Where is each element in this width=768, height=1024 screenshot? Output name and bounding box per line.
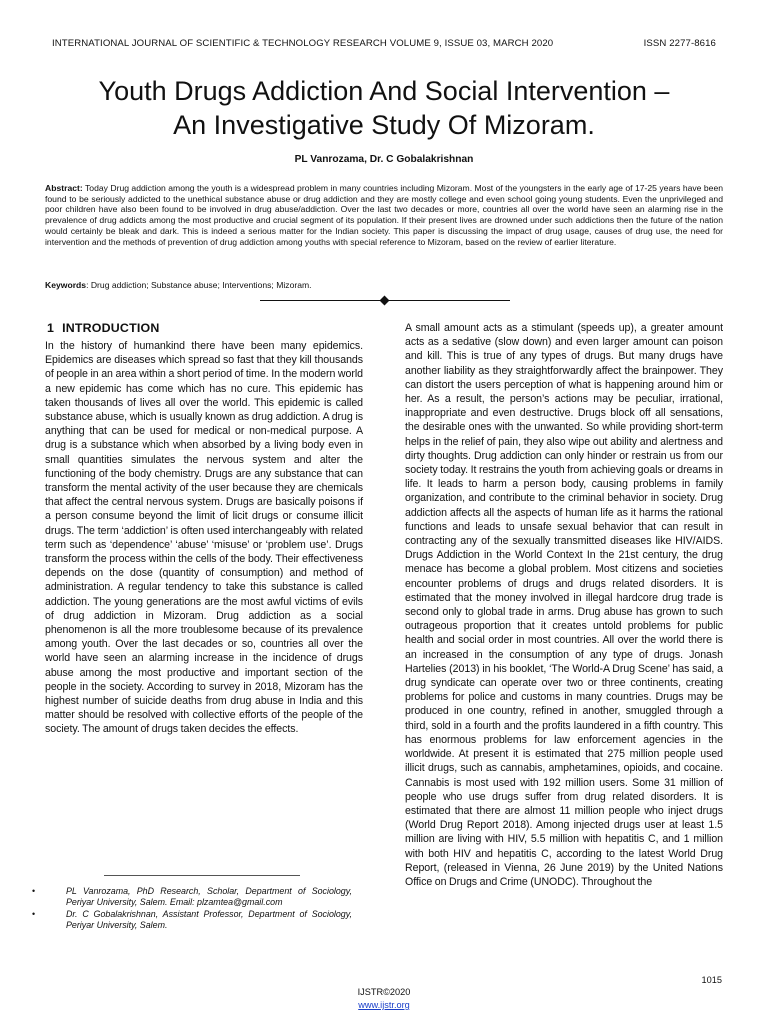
authors: PL Vanrozama, Dr. C Gobalakrishnan — [294, 154, 474, 165]
footnote — [32, 886, 352, 909]
footnote-rule — [104, 875, 300, 876]
diamond-ornament-icon — [380, 296, 390, 306]
footer-copyright: IJSTR©2020 — [357, 987, 411, 997]
keywords — [45, 280, 723, 291]
section-heading — [47, 321, 159, 335]
journal-header: INTERNATIONAL JOURNAL OF SCIENTIFIC & TECHNOLOGY RESEARCH VOLUME 9, ISSUE 03, MARCH 2020 — [52, 38, 554, 49]
abstract — [45, 183, 723, 247]
page-number: 1015 — [701, 975, 722, 985]
footnote-bullet: • — [32, 886, 36, 896]
body-column-left: In the history of humankind there have been many epidemics. Epidemics are diseases which spread so fast that they kill thousands of people in an area within a short period of time. In the modern world a new epidemic has come which has no cure. This epidemic has taken thousands of lives all over the world. This epidemic is called substance abuse, which is usually known as drug addiction. A drug is anything that can be used for medical or non-medical purpose. A drug is a substance which when absorbed by a living body even in small quantities simulates the nervous system and alter the functioning of the body chemistry. Drugs are any substance that can transform the mental activity of the user because they are chemicals that affect the central nervous system. Drugs are basically poisons if a person consume beyond the limit of licit drugs or consume illicit drugs. The term ‘addiction’ is often used interchangeably with related term such as ‘dependence’ ‘abuse’ ‘misuse’ or ‘problem use’. Drugs transform the process within the cells of the body. Their effectiveness depends on the dose (quantity of consumption) and method of administration. A regular tendency to take this substance is called addiction. The young generations are the most awful victims of evils of drug addiction in Mizoram. Drug addiction as a social phenomenon is all the more troublesome because of its prevalence among youth. Over the last decades or so, countries all over the world have seen an alarming increase in the incidence of drugs abuse among the most productive and important section of the people in the society. According to survey in 2018, Mizoram has the highest number of suicide deaths from drug abuse in India and this matter should be resolved with collective efforts of the people of the society. The amount of drugs taken decides the effects. — [45, 340, 363, 736]
section-number: 1 — [47, 321, 55, 335]
issn: ISSN 2277-8616 — [643, 38, 716, 49]
footnote-bullet: • — [32, 908, 36, 919]
keywords-label: Keywords — [45, 280, 87, 290]
footer-url-link[interactable]: www.ijstr.org — [358, 1000, 410, 1010]
title-line-1: Youth Drugs Addiction And Social Intervention – — [98, 76, 670, 106]
section-separator — [260, 300, 510, 301]
body-column-right: A small amount acts as a stimulant (speeds up), a greater amount acts as a sedative (slow down) and even larger amount can poison and kill. This is true of any types of drugs. But many drugs have another liability as they straightforwardly affect the brainpower. They can distort the users perception of what is happening around him or her. As a result, the person’s actions may be peculiar, irrational, inappropriate and even destructive. Drugs block off all sensations, the desirable ones with the unwanted. So while providing short-term helps in the relief of pain, they also wipe out ability and alertness and dirty thoughts. Drug addiction can only hinder or restrain us from our society today. It restrains the youth from achieving goals or dreams in life. It leads to harm a person body, causing problems in family organization, and contribute to the criminal behavior in society. Drug addiction affects all the aspects of human life as it harms the rational functions and leads to unsafe sexual behavior that can result in contracting any of the sexually transmitted diseases like HIV/AIDS. Drugs Addiction in the World Context In the 21st century, the drug menace has become a global problem. Most citizens and societies encounter problems of drugs and drugs related disorders. It is estimated that the money involved in illegal hardcore drug trade is second only to global trade in arms. Drug abuse has grown to such outrageous proportion that it creates untold problems for public health and social order in most countries. All over the world there is an increased in the consumption of any type of drugs. Jonash Hartelies (2013) in his booklet, ‘The World-A Drug Scene’ has said, a drug syndicate can operate over two or three continents, creating problems for police and customs in many countries. Drugs may be produced in one country, refined in another, smuggled through a third, sold in a fourth and the profits laundered in a fifth country. This has enormous problems for law enforcement agencies in the worldwide. At present it is estimated that 275 million people used illicit drugs, such as cannabis, amphetamines, opioids, and cocaine. Cannabis is most used with 192 million users. Some 31 million of people who use drugs suffer from drug related disorders. It is estimated that there are almost 11 million people who inject drugs (World Drug Report 2018). Among injected drugs user at least 1.5 million are living with HIV, 5.5 million with hepatitis C, and 1 million with both HIV and hepatitis C, according to the latest World Drug Report, (released in Vienna, 26 June 2019) by the United Nations Office on Drugs and Crime (UNODC). Throughout the — [405, 322, 723, 888]
footnotes — [32, 886, 352, 932]
footnote — [32, 909, 352, 932]
paper-title — [40, 74, 728, 142]
section-title: INTRODUCTION — [62, 321, 160, 335]
title-line-2: An Investigative Study Of Mizoram. — [173, 110, 595, 140]
abstract-label: Abstract: — [45, 183, 83, 193]
keywords-text: : Drug addiction; Substance abuse; Interventions; Mizoram. — [86, 280, 312, 290]
footnote-text: Dr. C Gobalakrishnan, Assistant Professor, Department of Sociology, Periyar University, Salem. — [66, 908, 352, 931]
footnote-text: PL Vanrozama, PhD Research, Scholar, Department of Sociology, Periyar University, Salem. Email: plzamtea@gmail.com — [66, 886, 352, 908]
abstract-text: Today Drug addiction among the youth is a widespread problem in many countries including Mizoram. Most of the youngsters in the early age of 17-25 years have been found to be seriously addicted to the unethical substance abuse or drug addiction and they are mostly college and even school going young students. Even the unprivileged and poor children have also been found to be involved in drug abuse/addiction. Over the last two decades or more, countries all over the world have seen an alarming rise in the prevalence of drug addicts among the most productive and crucial segment of its population. If their present lives are drowned under such addictions then the future of the nation would certainly be bleak and dark. This is indeed a serious matter for the Indian society. This paper is discussing the impact of drug usage, causes of drug use, the need for intervention and the methods of prevention of drug addiction among youths with special reference to Mizoram, based on the review of earlier literature. — [45, 183, 723, 247]
